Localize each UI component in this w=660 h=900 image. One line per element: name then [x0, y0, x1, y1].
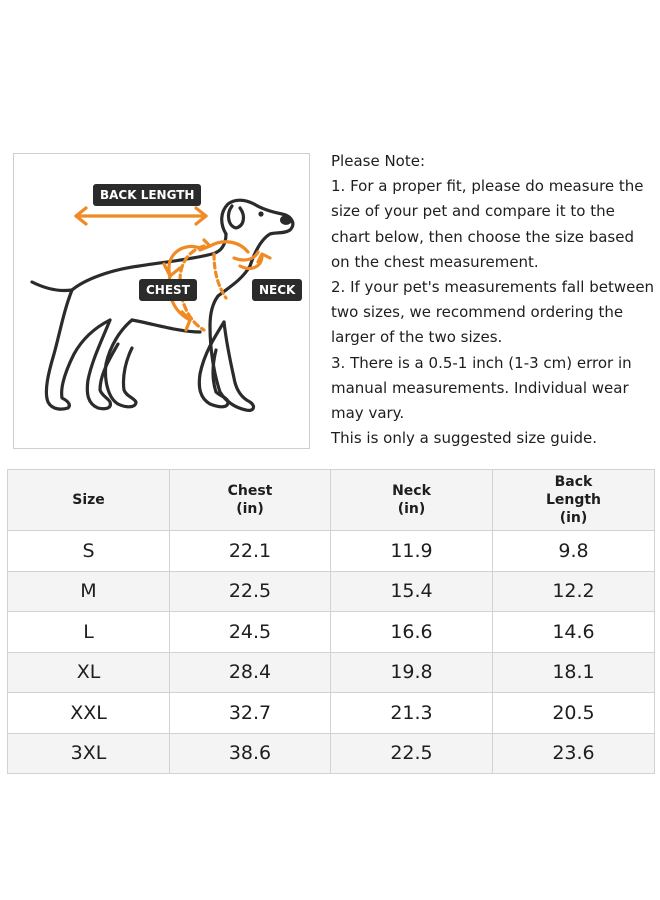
cell-size: 3XL: [8, 733, 170, 774]
size-chart-table: [7, 469, 655, 774]
header-back-line-2: Length: [545, 492, 602, 508]
cell-size: S: [8, 531, 170, 572]
header-back-length: [493, 470, 655, 531]
cell-chest: 28.4: [170, 652, 331, 693]
cell-size: XXL: [8, 693, 170, 734]
table-header-row: [8, 470, 655, 531]
cell-back-length: 9.8: [493, 531, 655, 572]
cell-size: M: [8, 571, 170, 612]
header-neck-line: Neck: [392, 483, 431, 499]
cell-chest: 22.1: [170, 531, 331, 572]
cell-back-length: 20.5: [493, 693, 655, 734]
dog-diagram: [13, 153, 310, 449]
table-row: [8, 693, 655, 734]
header-size: [8, 470, 170, 531]
cell-size: L: [8, 612, 170, 653]
cell-back-length: 18.1: [493, 652, 655, 693]
cell-chest: 32.7: [170, 693, 331, 734]
header-back-unit: (in): [559, 510, 588, 526]
cell-chest: 24.5: [170, 612, 331, 653]
note-item-3: 3. There is a 0.5-1 inch (1-3 cm) error in manual measurements. Individual wear may vary.: [331, 353, 632, 423]
cell-neck: 22.5: [331, 733, 493, 774]
cell-neck: 19.8: [331, 652, 493, 693]
cell-back-length: 23.6: [493, 733, 655, 774]
cell-neck: 11.9: [331, 531, 493, 572]
cell-neck: 21.3: [331, 693, 493, 734]
cell-back-length: 14.6: [493, 612, 655, 653]
cell-size: XL: [8, 652, 170, 693]
note-footer: This is only a suggested size guide.: [331, 429, 598, 448]
please-note: [331, 149, 656, 451]
note-item-2: 2. If your pet's measurements fall between two sizes, we recommend ordering the larger of the two sizes.: [331, 278, 655, 347]
cell-chest: 38.6: [170, 733, 331, 774]
header-neck: [331, 470, 493, 531]
chest-label: CHEST: [139, 279, 197, 301]
cell-back-length: 12.2: [493, 571, 655, 612]
cell-chest: 22.5: [170, 571, 331, 612]
note-item-1: 1. For a proper fit, please do measure the size of your pet and compare it to the chart below, then choose the size based on the chest measurement.: [331, 177, 644, 271]
table-row: [8, 733, 655, 774]
header-chest: [170, 470, 331, 531]
table-row: [8, 652, 655, 693]
neck-label: NECK: [252, 279, 302, 301]
back-length-label: BACK LENGTH: [93, 184, 201, 206]
header-back-line-1: Back: [554, 474, 593, 490]
cell-neck: 15.4: [331, 571, 493, 612]
table-row: [8, 531, 655, 572]
cell-neck: 16.6: [331, 612, 493, 653]
header-size-line: Size: [72, 492, 105, 508]
table-row: [8, 612, 655, 653]
table-row: [8, 571, 655, 612]
header-chest-line: Chest: [227, 483, 273, 499]
header-chest-unit: (in): [236, 501, 264, 517]
note-heading: Please Note:: [331, 152, 426, 170]
header-neck-unit: (in): [397, 501, 426, 517]
